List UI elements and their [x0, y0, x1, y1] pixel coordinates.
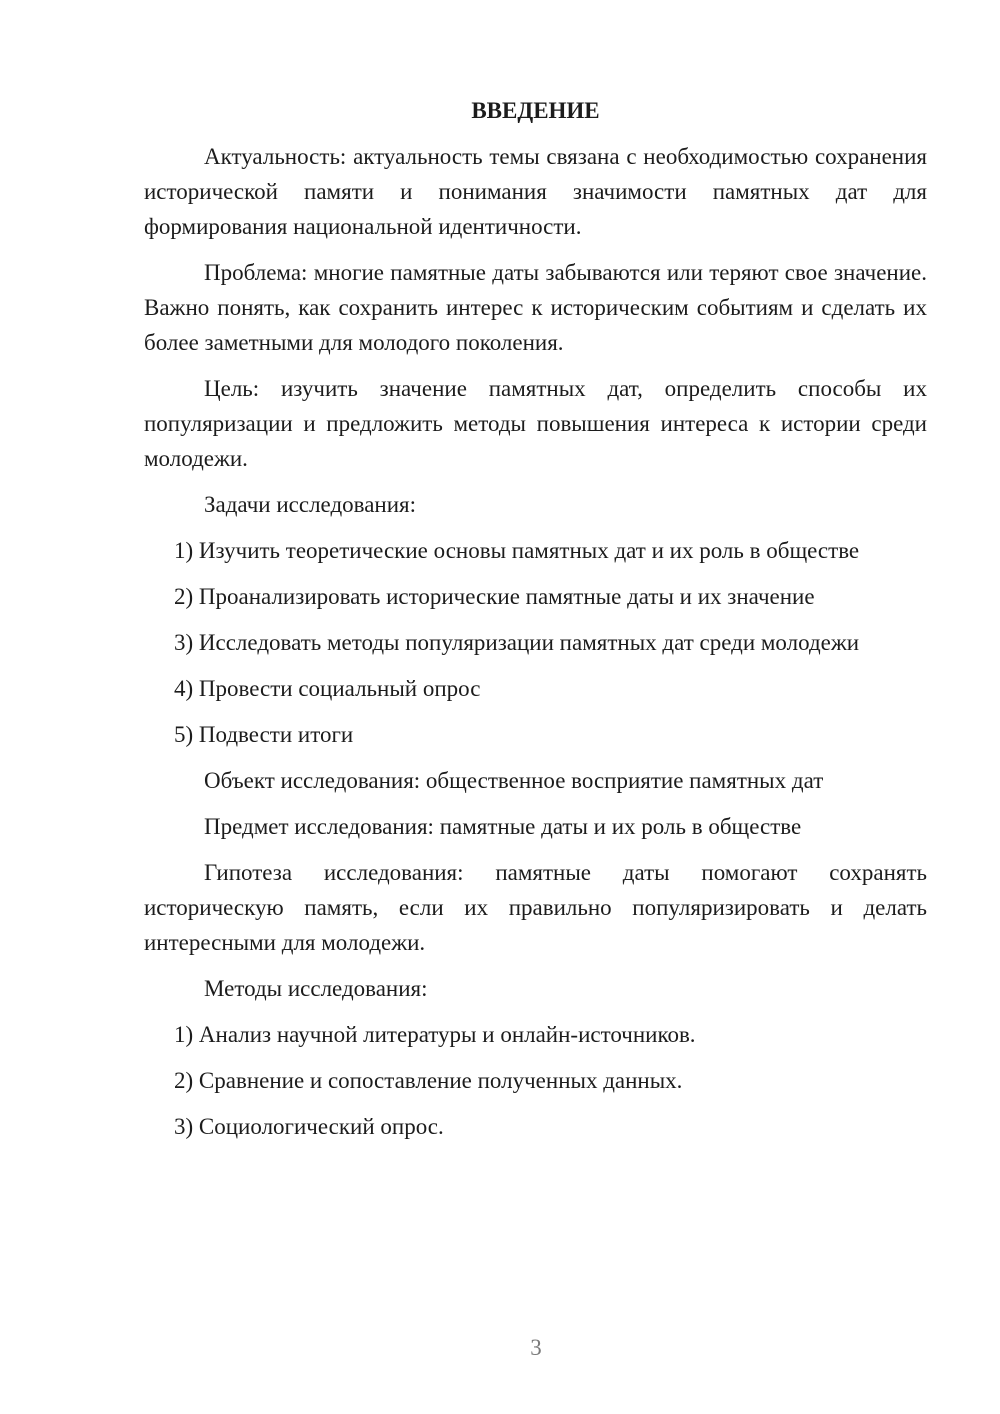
- subject-line: Предмет исследования: памятные даты и их роль в обществе: [204, 814, 802, 839]
- task-item: 5) Подвести итоги: [174, 722, 354, 747]
- tasks-heading: Задачи исследования:: [204, 492, 417, 517]
- methods-heading: Методы исследования:: [204, 976, 428, 1001]
- problem-paragraph: Проблема: многие памятные даты забываются или теряют свое значение. Важно понять, как сохранить интерес к историческим событиям и сделать их более заметными для молодого поколения.: [144, 260, 927, 355]
- method-item: 2) Сравнение и сопоставление полученных данных.: [174, 1068, 683, 1093]
- task-item: 4) Провести социальный опрос: [174, 676, 481, 701]
- page-content: [144, 93, 927, 1155]
- task-item: 3) Исследовать методы популяризации памятных дат среди молодежи: [174, 630, 860, 655]
- object-line: Объект исследования: общественное восприятие памятных дат: [204, 768, 824, 793]
- page-number: 3: [530, 1335, 542, 1360]
- task-item: 2) Проанализировать исторические памятные даты и их значение: [174, 584, 815, 609]
- method-item: 1) Анализ научной литературы и онлайн-источников.: [174, 1022, 696, 1047]
- hypothesis-paragraph: Гипотеза исследования: памятные даты помогают сохранять историческую память, если их правильно популяризировать и делать интересными для молодежи.: [144, 860, 927, 955]
- section-title: ВВЕДЕНИЕ: [471, 98, 600, 123]
- goal-paragraph: Цель: изучить значение памятных дат, определить способы их популяризации и предложить методы повышения интереса к истории среди молодежи.: [144, 376, 927, 471]
- relevance-paragraph: Актуальность: актуальность темы связана с необходимостью сохранения исторической памяти и понимания значимости памятных дат для формирования национальной идентичности.: [144, 144, 927, 239]
- method-item: 3) Социологический опрос.: [174, 1114, 444, 1139]
- task-item: 1) Изучить теоретические основы памятных дат и их роль в обществе: [174, 538, 860, 563]
